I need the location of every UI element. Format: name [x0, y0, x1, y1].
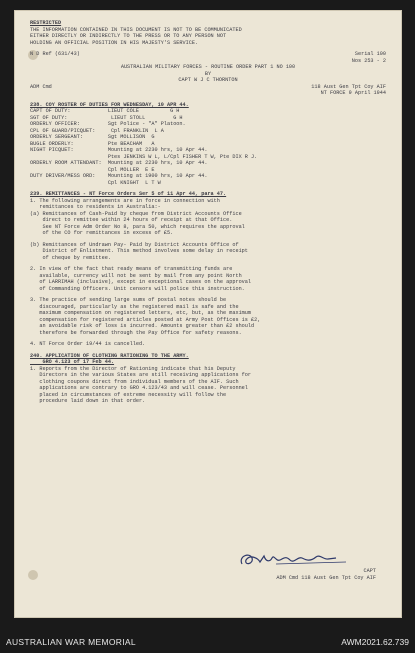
paragraph-line: See NT Force Adm Order No 8, para 50, which requires the approval — [30, 223, 245, 230]
paragraph-line: of Commanding Officers. Unit censors will police this instruction. — [30, 285, 245, 292]
document-ref: N D Ref (631/43) — [30, 51, 80, 57]
order-numbers: Nos 253 - 2 — [351, 57, 386, 64]
paragraph-line: clothing coupons direct from individual members of the AIF. Such — [30, 378, 239, 385]
signature-block — [226, 568, 376, 581]
punch-hole — [28, 570, 38, 580]
roster-line: ORDERLY ROOM ATTENDANT: Mounting at 2230 hrs, 10 Apr 44. — [30, 160, 208, 166]
roster-line: Cpl MOLLER E E — [30, 166, 155, 173]
adm-cmd: ADM Cmd — [30, 83, 52, 90]
roster-line: CAPT OF DUTY: LIEUT COLE G H — [30, 108, 180, 114]
roster-line: CPL OF GUARD/PICQUET: Cpl FRANKLIN L A — [30, 127, 164, 134]
paragraph-line: placed in circumstances of extreme necessity will follow the — [30, 391, 227, 398]
restricted-label: RESTRICTED — [30, 20, 62, 26]
warning-line: HOLDING AN OFFICIAL POSITION IN HIS MAJESTY'S SERVICE. — [30, 39, 199, 46]
roster-line: Cpl KNIGHT L T W — [30, 179, 161, 186]
paragraph-line: (a) Remittances of Cash-Paid by cheque from District Accounts Office — [30, 210, 242, 217]
document-text — [30, 20, 386, 405]
handwritten-signature — [236, 548, 376, 570]
paragraph-line: District of Enlistment. This method involves some delay in receipt — [30, 248, 248, 254]
section-238-heading: 238. COY ROSTER OF DUTIES FOR WEDNESDAY, 10 APR 44. — [30, 101, 189, 108]
unit-name: 118 Aust Gen Tpt Coy AIF — [311, 83, 386, 90]
paragraph-line: therefore be forwarded through the Pay Office for safety reasons. — [30, 329, 242, 336]
order-date: NT FORCE 9 April 1944 — [320, 90, 386, 96]
archive-name: AUSTRALIAN WAR MEMORIAL — [6, 637, 136, 647]
paragraph-line: 1. Reports from the Director of Rationing indicate that his Deputy — [30, 365, 236, 372]
section-240-subheading: GRO 4.123 of 17 Feb 44. — [30, 359, 115, 365]
roster-line: ORDERLY SERGEANT: Sgt MOLLISON G — [30, 134, 155, 140]
order-by: BY — [204, 70, 212, 77]
paragraph-line: 2. In view of the fact that ready means of transmitting funds are — [30, 266, 233, 272]
roster-line: BUGLE ORDERLY: Pte BEACHAM A — [30, 140, 155, 147]
roster-line: DUTY DRIVER/MESS ORD: Mounting at 1900 hrs, 10 Apr 44. — [30, 173, 208, 179]
signature-unit: ADM Cmd 118 Aust Gen Tpt Coy AIF — [276, 574, 376, 581]
paragraph-line: 3. The practice of sending large sums of postal notes should be — [30, 297, 227, 303]
paragraph-line: of LARRIMAH (inclusive), except in exceptional cases on the approval — [30, 279, 252, 285]
paragraph-line: applications are contrary to GRO 4.123/43 and will cease. Personnel — [30, 385, 248, 391]
paragraph-line: (b) Remittances of Undrawn Pay- Paid by District Accounts Office of — [30, 241, 239, 248]
paragraph-line: remittances to residents in Australia:- — [30, 204, 161, 210]
roster-line: SGT OF DUTY: LIEUT STOLL G H — [30, 114, 183, 121]
warning-line: THE INFORMATION CONTAINED IN THIS DOCUMENT IS NOT TO BE COMMUNICATED — [30, 26, 242, 33]
paragraph-line: procedure laid down in that order. — [30, 398, 146, 404]
roster-line: NIGHT PICQUET: Mounting at 2230 hrs, 10 Apr 44. — [30, 147, 208, 153]
paragraph-line: maximum compensation on registered letters, etc, but, as the maximum — [30, 310, 252, 316]
commanding-officer: CAPT W J C THORNTON — [178, 77, 238, 83]
section-240-heading: 240. APPLICATION OF CLOTHING RATIONING TO THE ARMY. — [30, 352, 189, 359]
paragraph-line: compensation for registered articles posted at Army Post Offices is £2, — [30, 316, 261, 323]
roster-line: ORDERLY OFFICER: Sgt Police - "A" Platoon. — [30, 121, 186, 127]
paragraph-line: of cheque by remittee. — [30, 254, 111, 261]
paragraph-line: Directors in the various States are still receiving applications for — [30, 372, 252, 378]
paragraph-line: direct to remittee within 24 hours of receipt at that Office. — [30, 217, 233, 223]
footer-bar — [0, 621, 415, 653]
catalogue-id: AWM2021.62.739 — [341, 637, 409, 647]
roster-line: Ptes JENKINS W L, L/Cpl FISHER T W, Pte DIX R J. — [30, 153, 258, 160]
serial-number: Serial 100 — [354, 51, 386, 57]
section-239-heading: 239. REMITTANCES - NT Force Orders Ser 5 of 11 Apr 44, para 47. — [30, 191, 227, 197]
paragraph-line: of the CO for remittances in excess of £5. — [30, 230, 174, 236]
paragraph-line: available, currency will not be sent by mail from any point North — [30, 272, 242, 279]
paragraph-line: discouraged, particularly as the registered mail is safe and the — [30, 303, 239, 310]
paragraph-line: 1. The following arrangements are in force in connection with — [30, 197, 220, 204]
warning-line: EITHER DIRECTLY OR INDIRECTLY TO THE PRESS OR TO ANY PERSON NOT — [30, 33, 227, 39]
paragraph-line: 4. NT Force Order 19/44 is cancelled. — [30, 341, 146, 347]
paragraph-line: an avoidable risk of loss is incurred. Amounts greater than £2 should — [30, 323, 255, 329]
order-title: AUSTRALIAN MILITARY FORCES - ROUTINE ORDER PART 1 NO 100 — [120, 64, 296, 70]
signature-rank: CAPT — [363, 568, 376, 574]
